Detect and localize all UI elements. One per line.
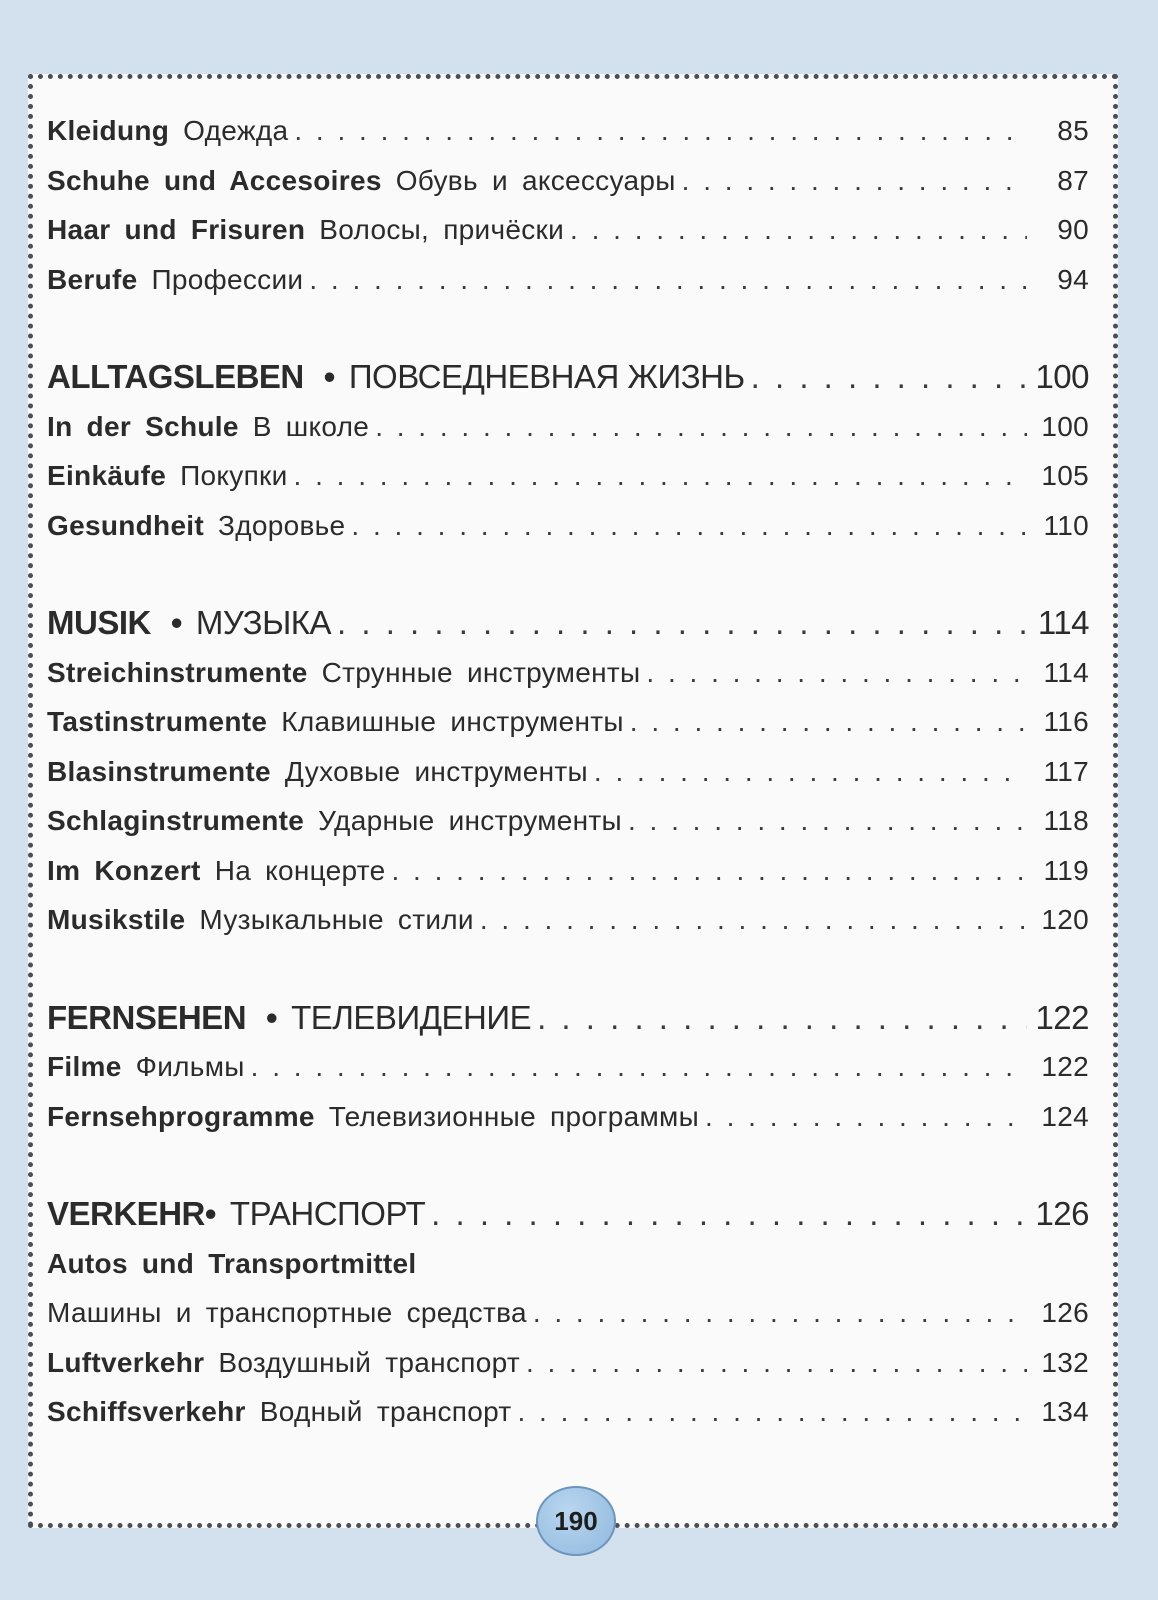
toc-entry-schlaginstrumente[interactable] (47, 796, 1089, 846)
toc-section-russian: МУЗЫКА (195, 604, 332, 641)
toc-entry-filme[interactable] (47, 1042, 1089, 1092)
dot-leader (646, 648, 1027, 698)
toc-entry-german: Haar und Frisuren (47, 214, 306, 245)
toc-entry-page: 124 (1041, 1100, 1089, 1132)
table-of-contents (47, 106, 1089, 1437)
toc-entry-einkaufe[interactable] (47, 451, 1089, 501)
toc-entry-russian: Фильмы (135, 1051, 245, 1082)
dot-leader (570, 205, 1027, 255)
dot-leader (392, 846, 1028, 896)
toc-entry-german: Blasinstrumente (47, 755, 271, 787)
dot-leader (251, 1042, 1027, 1092)
toc-entry-schule[interactable] (47, 402, 1089, 452)
dot-leader (517, 1387, 1027, 1437)
toc-entry-page: 85 (1057, 115, 1089, 146)
toc-entry-autos[interactable] (47, 1239, 1089, 1289)
dot-leader (751, 352, 1027, 402)
toc-entry-page: 116 (1043, 706, 1089, 737)
toc-entry-page: 126 (1035, 1195, 1089, 1232)
toc-entry-luftverkehr[interactable] (47, 1338, 1089, 1388)
toc-entry-page: 118 (1043, 805, 1089, 836)
toc-entry-kleidung[interactable] (47, 106, 1089, 156)
dot-leader (337, 598, 1027, 648)
toc-entry-russian: На концерте (214, 854, 386, 886)
toc-entry-maschinen[interactable] (47, 1288, 1089, 1338)
toc-entry-schiffsverkehr[interactable] (47, 1387, 1089, 1437)
dot-leader (351, 501, 1027, 551)
dot-leader (480, 895, 1027, 945)
toc-entry-russian: Струнные инструменты (321, 656, 641, 688)
toc-entry-russian: Духовые инструменты (284, 755, 588, 787)
dot-leader (294, 451, 1027, 501)
dot-leader (309, 255, 1027, 305)
toc-entry-page: 114 (1043, 656, 1089, 688)
dot-leader (630, 697, 1027, 747)
toc-section-russian: ПОВСЕДНЕВНАЯ ЖИЗНЬ (348, 358, 745, 395)
toc-entry-german: Musikstile (47, 904, 186, 935)
toc-entry-page: 134 (1041, 1396, 1089, 1427)
dot-leader (294, 106, 1027, 156)
toc-section-german: FERNSEHEN (47, 998, 247, 1036)
toc-entry-german: Schlaginstrumente (47, 805, 305, 836)
toc-section-verkehr[interactable] (47, 1189, 1089, 1239)
toc-section-alltagsleben[interactable] (47, 352, 1089, 402)
toc-entry-tastinstrumente[interactable] (47, 697, 1089, 747)
toc-entry-russian: Музыкальные стили (199, 904, 474, 935)
toc-entry-page: 119 (1043, 854, 1089, 886)
toc-entry-german: In der Schule (47, 410, 239, 442)
bullet-icon: • (170, 604, 182, 641)
toc-entry-german: Kleidung (47, 115, 170, 146)
bullet-icon: • (204, 1195, 216, 1232)
toc-entry-german: Schuhe und Accesoires (47, 164, 382, 196)
toc-entry-page: 120 (1041, 904, 1089, 935)
toc-entry-german: Luftverkehr (47, 1346, 205, 1378)
toc-entry-russian: Ударные инструменты (318, 805, 622, 836)
toc-entry-german: Tastinstrumente (47, 706, 268, 737)
toc-entry-german: Fernsehprogramme (47, 1100, 315, 1132)
toc-section-german: MUSIK (47, 604, 151, 641)
toc-entry-gesundheit[interactable] (47, 501, 1089, 551)
dot-leader (628, 796, 1027, 846)
toc-entry-german: Im Konzert (47, 854, 201, 886)
toc-entry-german: Filme (47, 1051, 122, 1082)
toc-entry-musikstile[interactable] (47, 895, 1089, 945)
toc-entry-page: 94 (1057, 263, 1089, 295)
toc-entry-german: Schiffsverkehr (47, 1396, 246, 1427)
toc-entry-russian: Здоровье (218, 509, 346, 541)
toc-entry-russian: Профессии (151, 263, 304, 295)
toc-section-fernsehen[interactable] (47, 993, 1089, 1043)
toc-entry-russian: Водный транспорт (259, 1396, 512, 1427)
toc-entry-page: 100 (1041, 410, 1089, 442)
toc-entry-german: Einkäufe (47, 460, 167, 491)
toc-entry-haar[interactable] (47, 205, 1089, 255)
toc-entry-russian: Покупки (180, 460, 288, 491)
toc-entry-page: 122 (1041, 1051, 1089, 1082)
toc-section-russian: ТЕЛЕВИДЕНИЕ (291, 998, 532, 1036)
toc-section-german: VERKEHR (47, 1195, 205, 1232)
toc-entry-page: 105 (1041, 460, 1089, 491)
toc-entry-russian: Обувь и аксессуары (395, 164, 676, 196)
toc-entry-page: 117 (1043, 755, 1089, 787)
toc-entry-streichinstrumente[interactable] (47, 648, 1089, 698)
toc-entry-page: 87 (1057, 164, 1089, 196)
toc-entry-page: 90 (1057, 214, 1089, 245)
toc-entry-russian: В школе (252, 410, 370, 442)
toc-entry-page: 100 (1035, 358, 1089, 395)
toc-section-russian: ТРАНСПОРТ (229, 1195, 426, 1232)
toc-entry-german: Streichinstrumente (47, 656, 308, 688)
toc-entry-russian: Воздушный транспорт (218, 1346, 520, 1378)
toc-entry-page: 132 (1041, 1346, 1089, 1378)
dot-leader (526, 1338, 1027, 1388)
page-number-badge: 190 (536, 1486, 616, 1556)
toc-entry-german: Gesundheit (47, 509, 205, 541)
toc-entry-russian: Волосы, причёски (319, 214, 565, 245)
bullet-icon: • (266, 998, 278, 1036)
bullet-icon: • (323, 358, 335, 395)
dot-leader (533, 1288, 1027, 1338)
dot-leader (594, 747, 1027, 797)
toc-section-german: ALLTAGSLEBEN (47, 358, 304, 395)
toc-entry-russian: Клавишные инструменты (281, 706, 624, 737)
toc-entry-blasinstrumente[interactable] (47, 747, 1089, 797)
dot-leader (705, 1092, 1027, 1142)
toc-section-musik[interactable] (47, 598, 1089, 648)
toc-entry-russian: Одежда (183, 115, 289, 146)
dot-leader (682, 156, 1027, 206)
toc-entry-page: 126 (1041, 1297, 1089, 1328)
toc-entry-schuhe[interactable] (47, 156, 1089, 206)
toc-entry-page: 114 (1037, 604, 1089, 641)
dot-leader (537, 993, 1027, 1043)
toc-entry-page: 122 (1035, 998, 1089, 1036)
toc-entry-russian: Телевизионные программы (328, 1100, 700, 1132)
toc-entry-fernsehprogramme[interactable] (47, 1092, 1089, 1142)
toc-entry-german: Autos und Transportmittel (47, 1247, 417, 1279)
toc-entry-im-konzert[interactable] (47, 846, 1089, 896)
dot-leader (431, 1189, 1027, 1239)
toc-entry-page: 110 (1043, 509, 1089, 541)
dot-leader (375, 402, 1027, 452)
toc-entry-berufe[interactable] (47, 255, 1089, 305)
toc-entry-russian: Машины и транспортные средства (47, 1297, 527, 1328)
toc-entry-german: Berufe (47, 263, 138, 295)
